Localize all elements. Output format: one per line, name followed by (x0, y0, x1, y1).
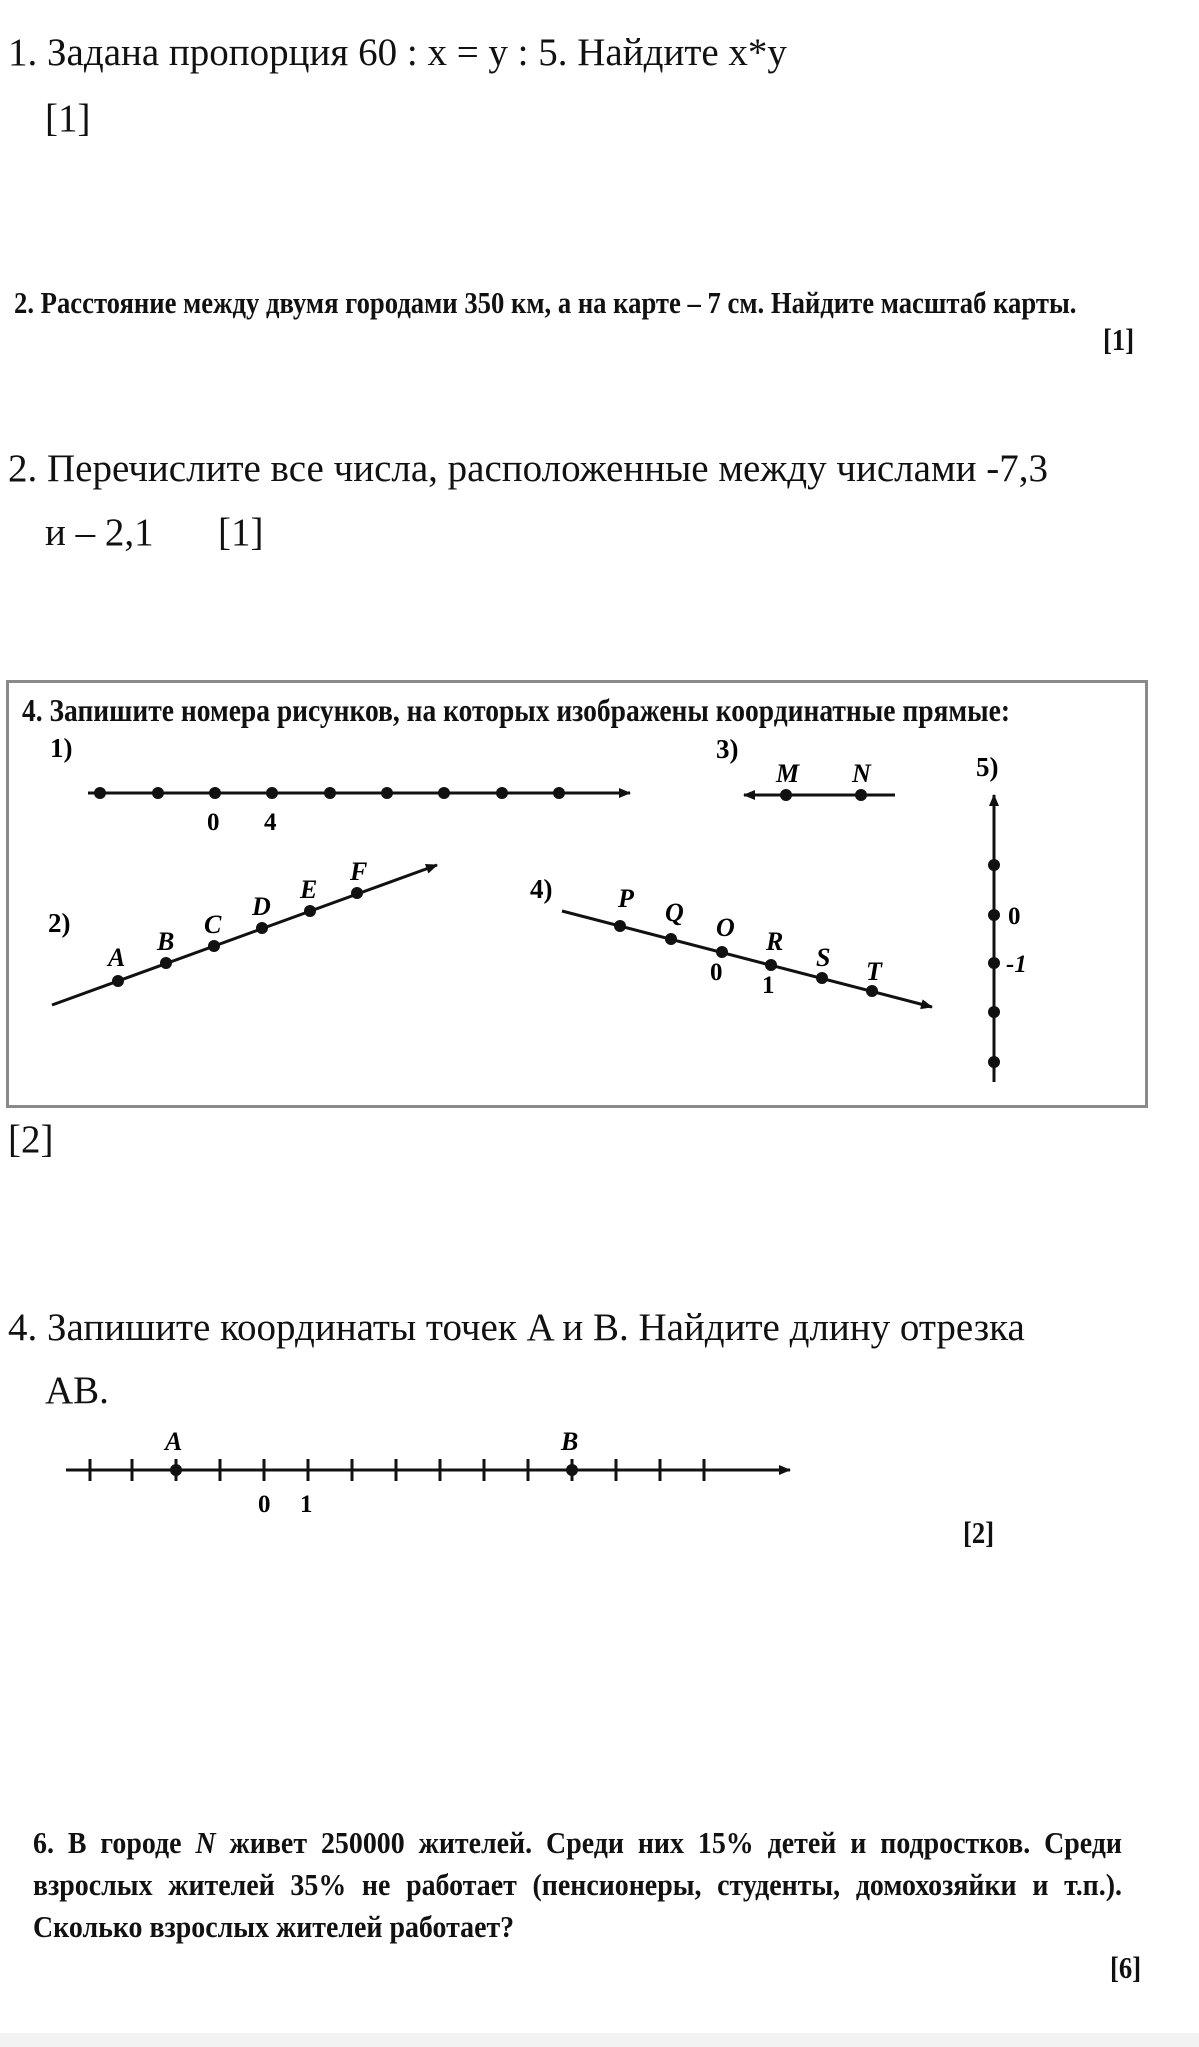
question-4-segment-line2: AB. (45, 1369, 109, 1412)
point-B (566, 1464, 578, 1476)
figure-4-number: 4) (530, 874, 553, 904)
figure-4-label-1: 1 (762, 972, 775, 999)
bottom-band (0, 2033, 1199, 2047)
point-F-label: F (350, 857, 368, 886)
figure-1-label-0: 0 (207, 809, 220, 836)
question-2-numbers-line1: 2. Перечислите все числа, расположенные между числами -7,3 (8, 447, 1048, 490)
question-4-segment-score: [2] (963, 1515, 995, 1550)
question-1-score: [1] (45, 97, 91, 140)
question-2-map-text: 2. Расстояние между двумя городами 350 км, а на карте – 7 см. Найдите масштаб карты. (14, 285, 1077, 320)
point-A-label: A (108, 943, 126, 972)
point-M-label: M (776, 759, 800, 788)
point-Q-label: Q (665, 898, 684, 927)
point-A (170, 1464, 182, 1476)
point-N-label: N (852, 759, 871, 788)
point-A-label: A (165, 1427, 183, 1456)
question-2-map-score: [1] (1103, 322, 1135, 357)
figure-2-number: 2) (48, 908, 71, 938)
question-6-text (33, 1822, 1122, 1948)
question-4-figures-score: [2] (8, 1118, 54, 1161)
point-T-label: T (866, 957, 882, 986)
question-2-numbers-score: [1] (218, 511, 264, 554)
question-1-text: 1. Задана пропорция 60 : x = y : 5. Найдите x*y (8, 31, 787, 74)
figure-3-number: 3) (716, 734, 739, 764)
number-line-label-1: 1 (300, 1491, 313, 1518)
question-4-segment-line1: 4. Запишите координаты точек A и B. Найдите длину отрезка (8, 1306, 1025, 1349)
figure-1-label-4: 4 (264, 809, 277, 836)
number-line-label-0: 0 (258, 1491, 271, 1518)
point-P-label: P (618, 884, 634, 913)
city-name: N (195, 1825, 216, 1860)
question-2-numbers-line2: и – 2,1 (45, 511, 154, 554)
point-R-label: R (766, 927, 784, 956)
question-6-text-start: 6. В городе (33, 1825, 196, 1860)
point-B-label: B (561, 1427, 579, 1456)
point-C-label: C (204, 910, 222, 939)
figure-5-number: 5) (976, 752, 999, 782)
point-D-label: D (252, 892, 271, 921)
figure-4-label-0: 0 (710, 959, 723, 986)
figure-1-number: 1) (50, 733, 73, 763)
point-O-label: O (716, 913, 735, 942)
question-4-figures-text: 4. Запишите номера рисунков, на которых изображены координатные прямые: (22, 692, 1011, 728)
figure-5-label-neg1: -1 (1006, 951, 1027, 978)
point-S-label: S (816, 943, 831, 972)
point-B-label: B (157, 927, 175, 956)
question-6-text-rest: живет 250000 жителей. Среди них 15% детей и подростков. Среди взрослых жителей 35% не работает (пенсионеры, студенты, домохозяйки и т.п.). Сколько взрослых жителей работает? (33, 1825, 1123, 1944)
question-6-score: [6] (1110, 1950, 1142, 1985)
figure-5-label-0: 0 (1008, 903, 1021, 930)
point-E-label: E (300, 875, 318, 904)
